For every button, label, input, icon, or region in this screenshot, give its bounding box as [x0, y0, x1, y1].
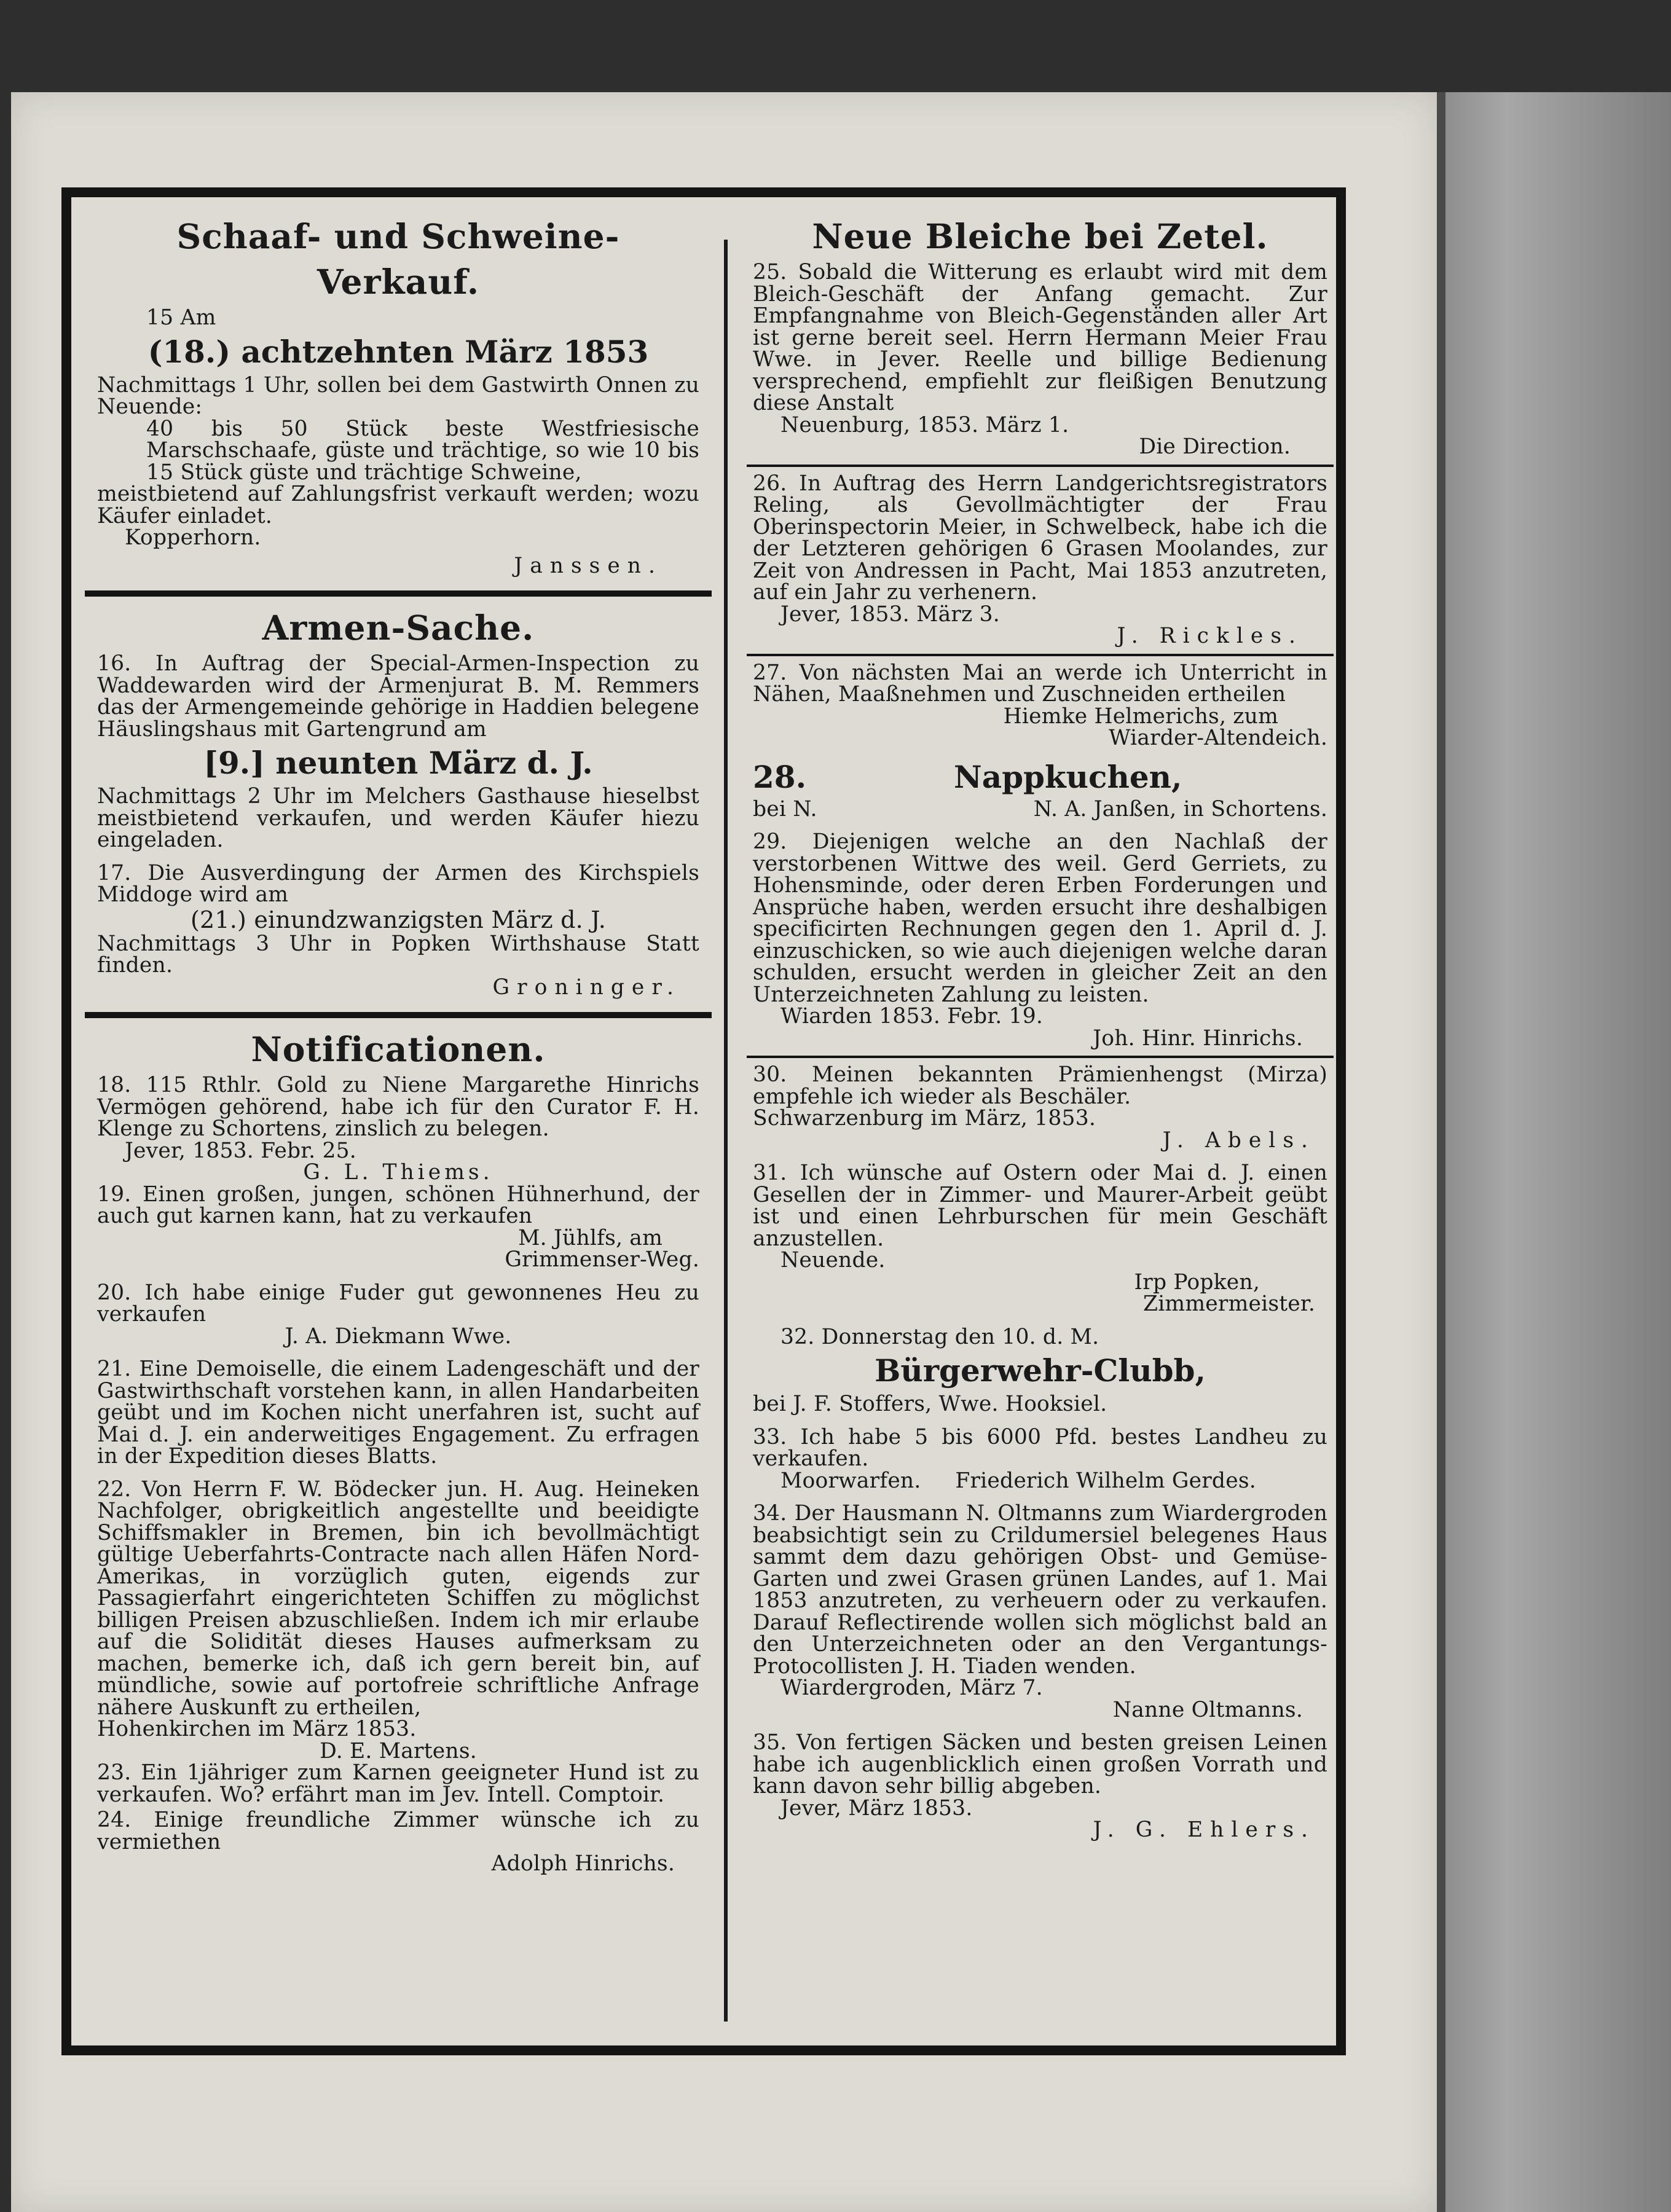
ad-16-text2: Nachmittags 2 Uhr im Melchers Gasthause hieselbst meistbietend verkaufen, und werden Käufer hiezu eingeladen. [97, 784, 699, 852]
ad-18-signature: G. L. Thiems. [303, 1160, 493, 1185]
ad-27-text: 27. Von nächsten Mai an werde ich Unterricht in Nähen, Maaßnehmen und Zuschneiden ertheilen [753, 660, 1327, 707]
ad-15-signature: Janssen. [514, 553, 663, 578]
ad-33-signature: Moorwarfen. Friederich Wilhelm Gerdes. [780, 1468, 1256, 1493]
ad-22-date: Hohenkirchen im März 1853. [97, 1717, 417, 1741]
ad-35-date: Jever, März 1853. [780, 1795, 973, 1821]
ad-34-text: 34. Der Hausmann N. Oltmanns zum Wiardergroden beabsichtigt sein zu Crildumersiel belegenes Haus sammt dem dazu gehörigen Obst- und Gemüse-Garten und zwei Grasen grünen Landes, auf 1. Mai 1853 anzutreten, zu verheuern oder zu verkaufen. Darauf Reflectirende wollen sich möglichst bald an den Unterzeichneten oder an den Vergantungs-Protocollisten J. H. Tiaden wenden. [753, 1501, 1327, 1679]
ad-15-intro: 15 Am [146, 305, 216, 330]
ad-26-date: Jever, 1853. März 3. [780, 602, 1000, 627]
column-divider [724, 240, 728, 2022]
ad-30-date: Schwarzenburg im März, 1853. [753, 1106, 1096, 1131]
ad-28-number: 28. [753, 758, 806, 795]
ad-33-text: 33. Ich habe 5 bis 6000 Pfd. bestes Landheu zu verkaufen. [753, 1424, 1327, 1471]
ad-24-text: 24. Einige freundliche Zimmer wünsche ich zu vermiethen [97, 1808, 699, 1854]
ad-19-signature-1: M. Jühlfs, am [518, 1225, 663, 1250]
ad-29-date: Wiarden 1853. Febr. 19. [780, 1004, 1044, 1029]
ad-25-signature: Die Direction. [1139, 434, 1291, 459]
ad-20-text: 20. Ich habe einige Fuder gut gewonnenes Heu zu verkaufen [97, 1280, 699, 1327]
ad-21-text: 21. Eine Demoiselle, die einem Ladengeschäft und der Gastwirthschaft vorstehen kann, in allen Handarbeiten geübt und im Kochen nicht unerfahren ist, sucht auf Mai d. J. ein anderweitiges Engagement. Zu erfragen in der Expedition dieses Blatts. [97, 1357, 699, 1469]
heading-notificationen: Notificationen. [251, 1029, 546, 1069]
ad-28-title: Nappkuchen, [954, 758, 1182, 795]
ad-15-date: (18.) achtzehnten März 1853 [147, 333, 649, 370]
ad-15-items: 40 bis 50 Stück beste Westfriesische Marschschaafe, güste und trächtige, so wie 10 bis 15 Stück güste und trächtige Schweine, [146, 416, 699, 485]
ad-26-signature: J. Rickles. [1117, 624, 1303, 648]
section-rule [85, 590, 712, 597]
ad-35-text: 35. Von fertigen Säcken und besten greisen Leinen habe ich augenblicklich einen großen Vorrath und kann davon sehr billig abgeben. [753, 1730, 1327, 1798]
book-spine [1437, 92, 1671, 2212]
left-column [97, 209, 699, 1875]
ad-16-date: [9.] neunten März d. J. [203, 745, 593, 781]
ad-24-signature: Adolph Hinrichs. [491, 1851, 675, 1876]
ad-15-text2: meistbietend auf Zahlungsfrist verkauft werden; wozu Käufer einladet. [97, 482, 699, 528]
ad-16-text: 16. In Auftrag der Special-Armen-Inspection zu Waddewarden wird der Armenjurat B. M. Remmers das der Armengemeinde gehörige in Haddien belegene Häuslingshaus mit Gartengrund am [97, 651, 699, 742]
ad-34-signature: Nanne Oltmanns. [1112, 1697, 1303, 1722]
ad-32-title: Bürgerwehr-Clubb, [875, 1352, 1206, 1389]
section-rule [747, 654, 1334, 656]
ad-27-signature-2: Wiarder-Altendeich. [1109, 726, 1327, 750]
page-edge [1437, 92, 1445, 2212]
section-rule [747, 1056, 1334, 1058]
ad-17-date: (21.) einundzwanzigsten März d. J. [190, 906, 606, 933]
ad-26-text: 26. In Auftrag des Herrn Landgerichtsregistrators Reling, als Gevollmächtigter der Frau Oberinspectorin Meier, in Schwelbeck, habe ich die der Letzteren gehörigen 6 Grasen Moolandes, zur Zeit von Andressen in Pacht, Mai 1853 anzutreten, auf ein Jahr zu verhenern. [753, 471, 1327, 605]
ad-22-text: 22. Von Herrn F. W. Bödecker jun. H. Aug. Heineken Nachfolger, obrigkeitlich angestellte und beeidigte Schiffsmakler in Bremen, bin ich bevollmächtigt gültige Ueberfahrts-Contracte nach allen Häfen Nord-Amerikas, in vorzüglich guten, eigends zur Passagierfahrt eingerichteten Schiffen zu möglichst billigen Preisen abzuschließen. Indem ich mir erlaube auf die Solidität dieses Hauses aufmerksam zu machen, bemerke ich, daß ich gern bereit bin, auf mündliche, sowie auf portofreie schriftliche Anfrage nähere Auskunft zu ertheilen, [97, 1477, 699, 1720]
ad-19-text: 19. Einen großen, jungen, schönen Hühnerhund, der auch gut karnen kann, hat zu verkaufen [97, 1182, 699, 1228]
ad-32-by: bei J. F. Stoffers, Wwe. Hooksiel. [753, 1392, 1107, 1416]
section-rule [747, 465, 1334, 467]
ad-29-text: 29. Diejenigen welche an den Nachlaß der verstorbenen Wittwe des weil. Gerd Gerriets, zu Hohensminde, oder deren Erben Forderungen und Ansprüche haben, werden ersucht ihre deshalbigen specificirten Rechnungen gegen den 1. April d. J. einzuschicken, so wie auch diejenigen welche daran schulden, ersucht werden in gleicher Zeit an den Unterzeichneten Zahlung zu leisten. [753, 830, 1327, 1007]
ad-27-signature-1: Hiemke Helmerichs, zum [1003, 704, 1278, 729]
ad-20-signature: J. A. Diekmann Wwe. [285, 1324, 512, 1349]
ad-31-signature-1: Irp Popken, [1134, 1269, 1260, 1295]
ad-35-signature: J. G. Ehlers. [1093, 1818, 1315, 1842]
ad-31-text: 31. Ich wünsche auf Ostern oder Mai d. J. einen Gesellen der in Zimmer- und Maurer-Arbeit geübt ist und einen Lehrburschen für mein Geschäft anzustellen. [753, 1161, 1327, 1251]
ad-22-signature: D. E. Martens. [320, 1738, 477, 1763]
ad-23-text: 23. Ein 1jähriger zum Karnen geeigneter Hund ist zu verkaufen. Wo? erfährt man im Jev. Intell. Comptoir. [97, 1760, 699, 1807]
ad-17-text: 17. Die Ausverdingung der Armen des Kirchspiels Middoge wird am [97, 860, 699, 907]
ad-17-text2: Nachmittags 3 Uhr in Popken Wirthshause Statt finden. [97, 931, 699, 978]
ad-18-date: Jever, 1853. Febr. 25. [125, 1138, 356, 1163]
section-rule [85, 1012, 712, 1018]
ad-15-text: Nachmittags 1 Uhr, sollen bei dem Gastwirth Onnen zu Neuende: [97, 372, 699, 419]
ad-34-date: Wiardergroden, März 7. [780, 1676, 1043, 1700]
ad-17-signature: Groninger. [492, 975, 681, 1000]
ad-30-signature: J. Abels. [1162, 1128, 1315, 1153]
ad-31-place: Neuende. [780, 1248, 886, 1273]
heading-armen-sache: Armen-Sache. [262, 608, 535, 648]
ad-32-text: 32. Donnerstag den 10. d. M. [780, 1324, 1099, 1349]
ad-15-place: Kopperhorn. [125, 525, 261, 550]
ad-25-text: 25. Sobald die Witterung es erlaubt wird mit dem Bleich-Geschäft der Anfang gemacht. Zur Empfangnahme von Bleich-Gegenständen aller Art ist gerne bereit seel. Herrn Hermann Meier Frau Wwe. in Jever. Reelle und billige Bedienung versprechend, empfiehlt zur fleißigen Benutzung diese Anstalt [753, 260, 1327, 415]
ad-19-signature-2: Grimmenser-Weg. [505, 1247, 699, 1272]
ad-28-signature: N. A. Janßen, in Schortens. [1033, 796, 1327, 822]
ad-31-signature-2: Zimmermeister. [1143, 1292, 1315, 1316]
ad-28-by: bei N. [753, 796, 817, 822]
ad-29-signature: Joh. Hinr. Hinrichs. [1093, 1026, 1303, 1051]
ad-18-text: 18. 115 Rthlr. Gold zu Niene Margarethe Hinrichs Vermögen gehörend, habe ich für den Curator F. H. Klenge zu Schortens, zinslich zu belegen. [97, 1073, 699, 1141]
ad-25-date: Neuenburg, 1853. März 1. [780, 412, 1069, 437]
ad-30-text: 30. Meinen bekannten Prämienhengst (Mirza) empfehle ich wieder als Beschäler. [753, 1062, 1327, 1109]
heading-neue-bleiche: Neue Bleiche bei Zetel. [812, 216, 1268, 256]
right-column [753, 209, 1327, 1841]
heading-schaaf-schweine: Schaaf- und Schweine-Verkauf. [176, 216, 620, 302]
